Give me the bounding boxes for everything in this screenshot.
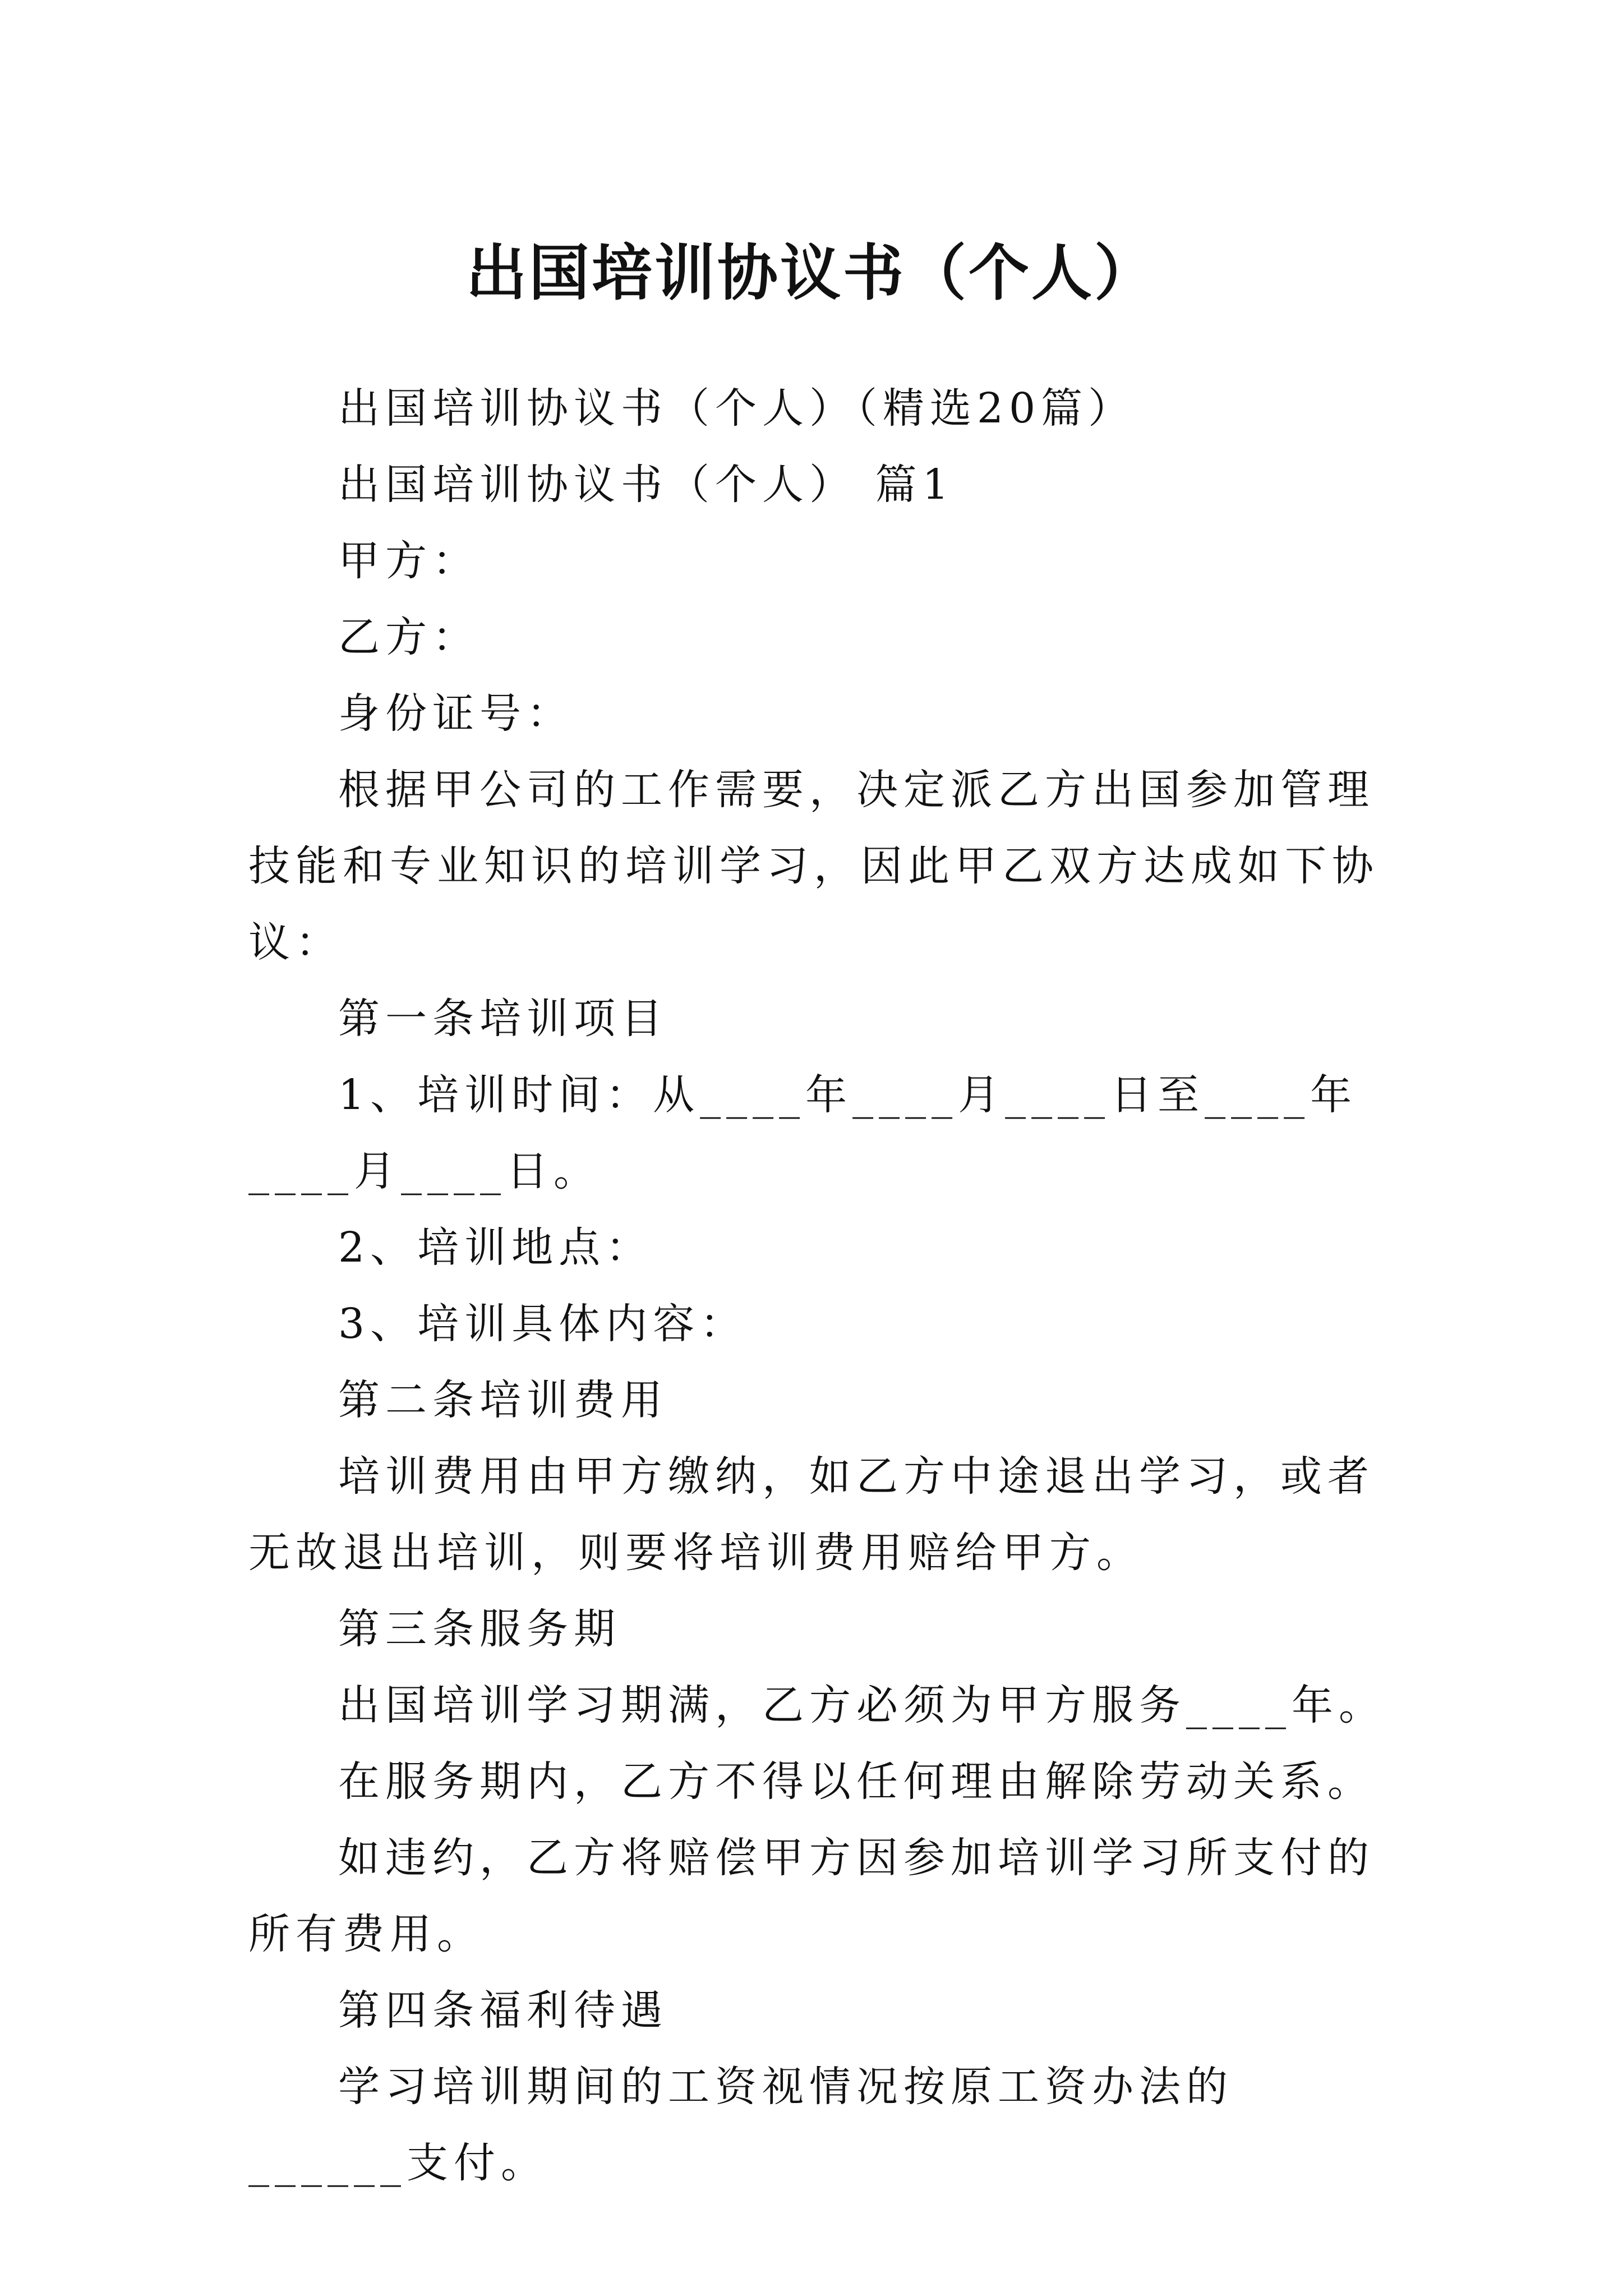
breach-compensation-clause: 如违约，乙方将赔偿甲方因参加培训学习所支付的所有费用。 [248, 1834, 1375, 1958]
training-location-clause: 2、培训地点： [338, 1223, 653, 1272]
article-4-heading: 第四条福利待遇 [338, 1986, 668, 2035]
party-a-field: 甲方： [338, 537, 479, 585]
intro-paragraph: 根据甲公司的工作需要，决定派乙方出国参加管理技能和专业知识的培训学习，因此甲乙双方达成如下协议： [248, 766, 1379, 967]
subtitle-selection: 出国培训协议书（个人）（精选20篇） [338, 384, 1136, 432]
training-content-clause: 3、培训具体内容： [338, 1300, 748, 1348]
article-3-heading: 第三条服务期 [338, 1605, 621, 1653]
id-number-field: 身份证号： [338, 689, 574, 738]
document-body [248, 370, 1387, 2201]
section-heading-part-1: 出国培训协议书（个人） 篇1 [338, 461, 955, 509]
article-2-heading: 第二条培训费用 [338, 1376, 668, 1424]
salary-clause: 学习培训期间的工资视情况按原工资办法的______支付。 [248, 2063, 1233, 2187]
party-b-field: 乙方： [338, 613, 479, 661]
training-fee-clause: 培训费用由甲方缴纳，如乙方中途退出学习，或者无故退出培训，则要将培训费用赔给甲方。 [248, 1452, 1375, 1577]
service-term-clause: 出国培训学习期满，乙方必须为甲方服务____年。 [338, 1681, 1386, 1729]
no-termination-clause: 在服务期内，乙方不得以任何理由解除劳动关系。 [338, 1757, 1375, 1806]
document-title: 出国培训协议书（个人） [465, 238, 1157, 309]
training-time-clause: 1、培训时间：从____年____月____日至____年____月____日。 [248, 1071, 1358, 1195]
article-1-heading: 第一条培训项目 [338, 995, 668, 1043]
